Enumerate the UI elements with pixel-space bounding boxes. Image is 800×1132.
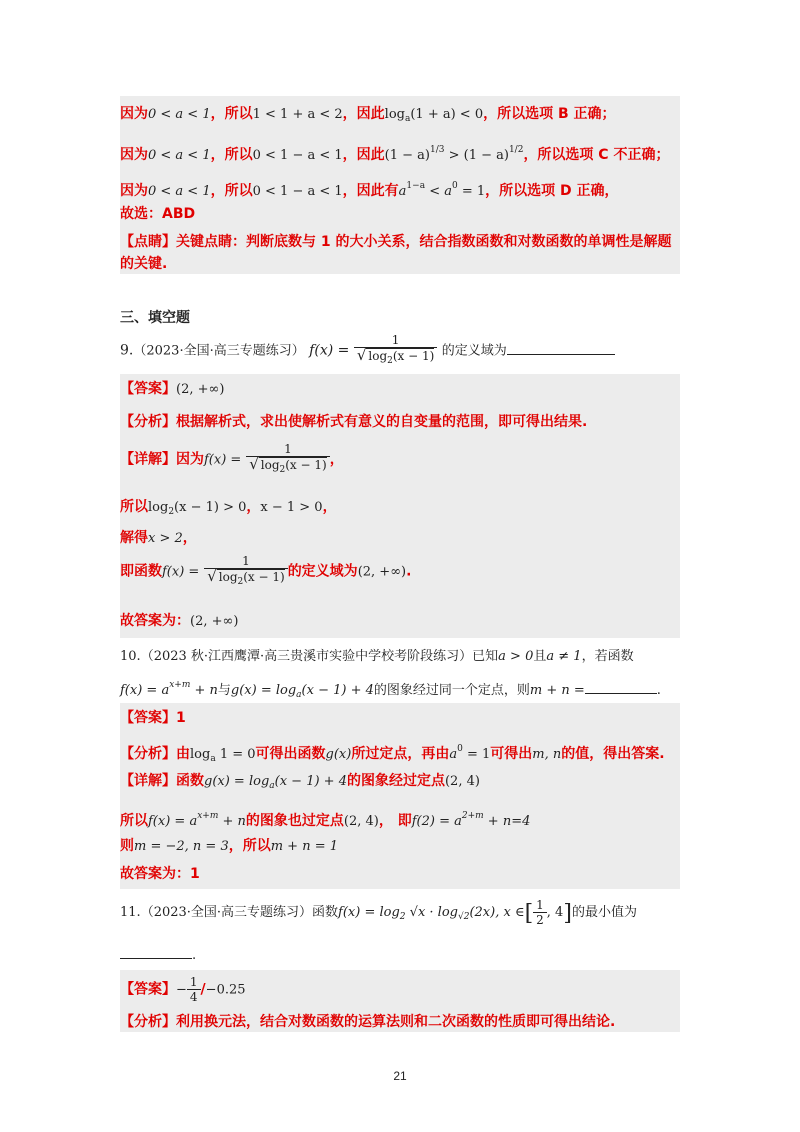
answer-choice: 故选：ABD — [120, 206, 196, 222]
answer-blank — [585, 679, 657, 694]
q9-detail: 【详解】因为f(x) = $\frac{1}{√ \log_2(x - 1)}$ ， — [120, 442, 344, 475]
key-point-line2: 的关键. — [120, 256, 168, 272]
question-9: 9.（2023·全国·高三专题练习） f(x) = $\frac{1}{√ \log_2(x - 1)}$ 的定义域为 — [120, 333, 615, 368]
q10-so: 所以$f(x) = a^{x+m} + n$的图象也过定点(2, 4)， 即$f(2) = a^{2+m} + n=4$ — [120, 811, 531, 829]
q10-result: 则m = −2, n = 3，所以m + n = 1 — [120, 838, 339, 854]
solution-line-d: 因为0 < a < 1，所以0 < 1 − a < 1，因此有$a^{1-a} < a^0 = 1$，所以选项 D 正确， — [120, 181, 619, 199]
page-number: 21 — [393, 1069, 407, 1083]
answer-blank — [120, 944, 192, 959]
question-10-line2: $f(x) = a^{x+m} + n$与$g(x) = \log_a(x - 1) + 4$的图象经过同一个定点，则m + n = . — [120, 680, 661, 700]
solution-block-q10 — [120, 703, 680, 889]
q10-analysis: 【分析】由$\log_a 1 = 0$可得出函数g(x)所过定点，再由$a^0 = 1$可得出m, n的值，得出答案. — [120, 744, 665, 764]
q10-final: 故答案为：1 — [120, 866, 200, 882]
question-11: 11.（2023·全国·高三专题练习）函数$f(x) = \log_2 √x \cdot \log_{√2}(2x)$, x ∈[ $\frac{1}{2}$ , 4]的最小值为 — [120, 898, 637, 927]
question-11-line2: . — [120, 944, 196, 966]
q9-solve: 解得x > 2， — [120, 530, 197, 546]
q9-function: 即函数f(x) = $\frac{1}{√ \log_2(x - 1)}$ 的定义域为(2, +∞). — [120, 554, 412, 587]
q9-answer: 【答案】(2, +∞) — [120, 381, 225, 397]
q11-answer: 【答案】− $\frac{1}{4}$ /−0.25 — [120, 975, 246, 1004]
q9-analysis: 【分析】根据解析式，求出使解析式有意义的自变量的范围，即可得出结果. — [120, 414, 588, 430]
solution-line-b: 因为0 < a < 1，所以1 < 1 + a < 2，因此$\log_a(1 + a) < 0$，所以选项 B 正确； — [120, 106, 616, 124]
q9-so: 所以$\log_2(x - 1) > 0$，x − 1 > 0， — [120, 499, 337, 517]
q10-detail: 【详解】函数$g(x) = \log_a(x - 1) + 4$的图象经过定点(2, 4) — [120, 773, 480, 791]
section-title: 三、填空题 — [120, 310, 190, 326]
q11-analysis: 【分析】利用换元法，结合对数函数的运算法则和二次函数的性质即可得出结论. — [120, 1014, 616, 1030]
solution-line-c: 因为0 < a < 1，所以0 < 1 − a < 1，因此$(1 - a)^{1/3} > (1 - a)^{1/2}$，所以选项 C 不正确； — [120, 145, 670, 163]
key-point-line1: 【点睛】关键点睛：判断底数与 1 的大小关系，结合指数函数和对数函数的单调性是解题 — [120, 234, 672, 250]
question-10: 10.（2023 秋·江西鹰潭·高三贵溪市实验中学校考阶段练习）已知a > 0且a ≠ 1，若函数 — [120, 649, 634, 664]
q9-final: 故答案为：(2, +∞) — [120, 613, 239, 629]
answer-blank — [507, 340, 615, 355]
q10-answer: 【答案】1 — [120, 710, 186, 726]
